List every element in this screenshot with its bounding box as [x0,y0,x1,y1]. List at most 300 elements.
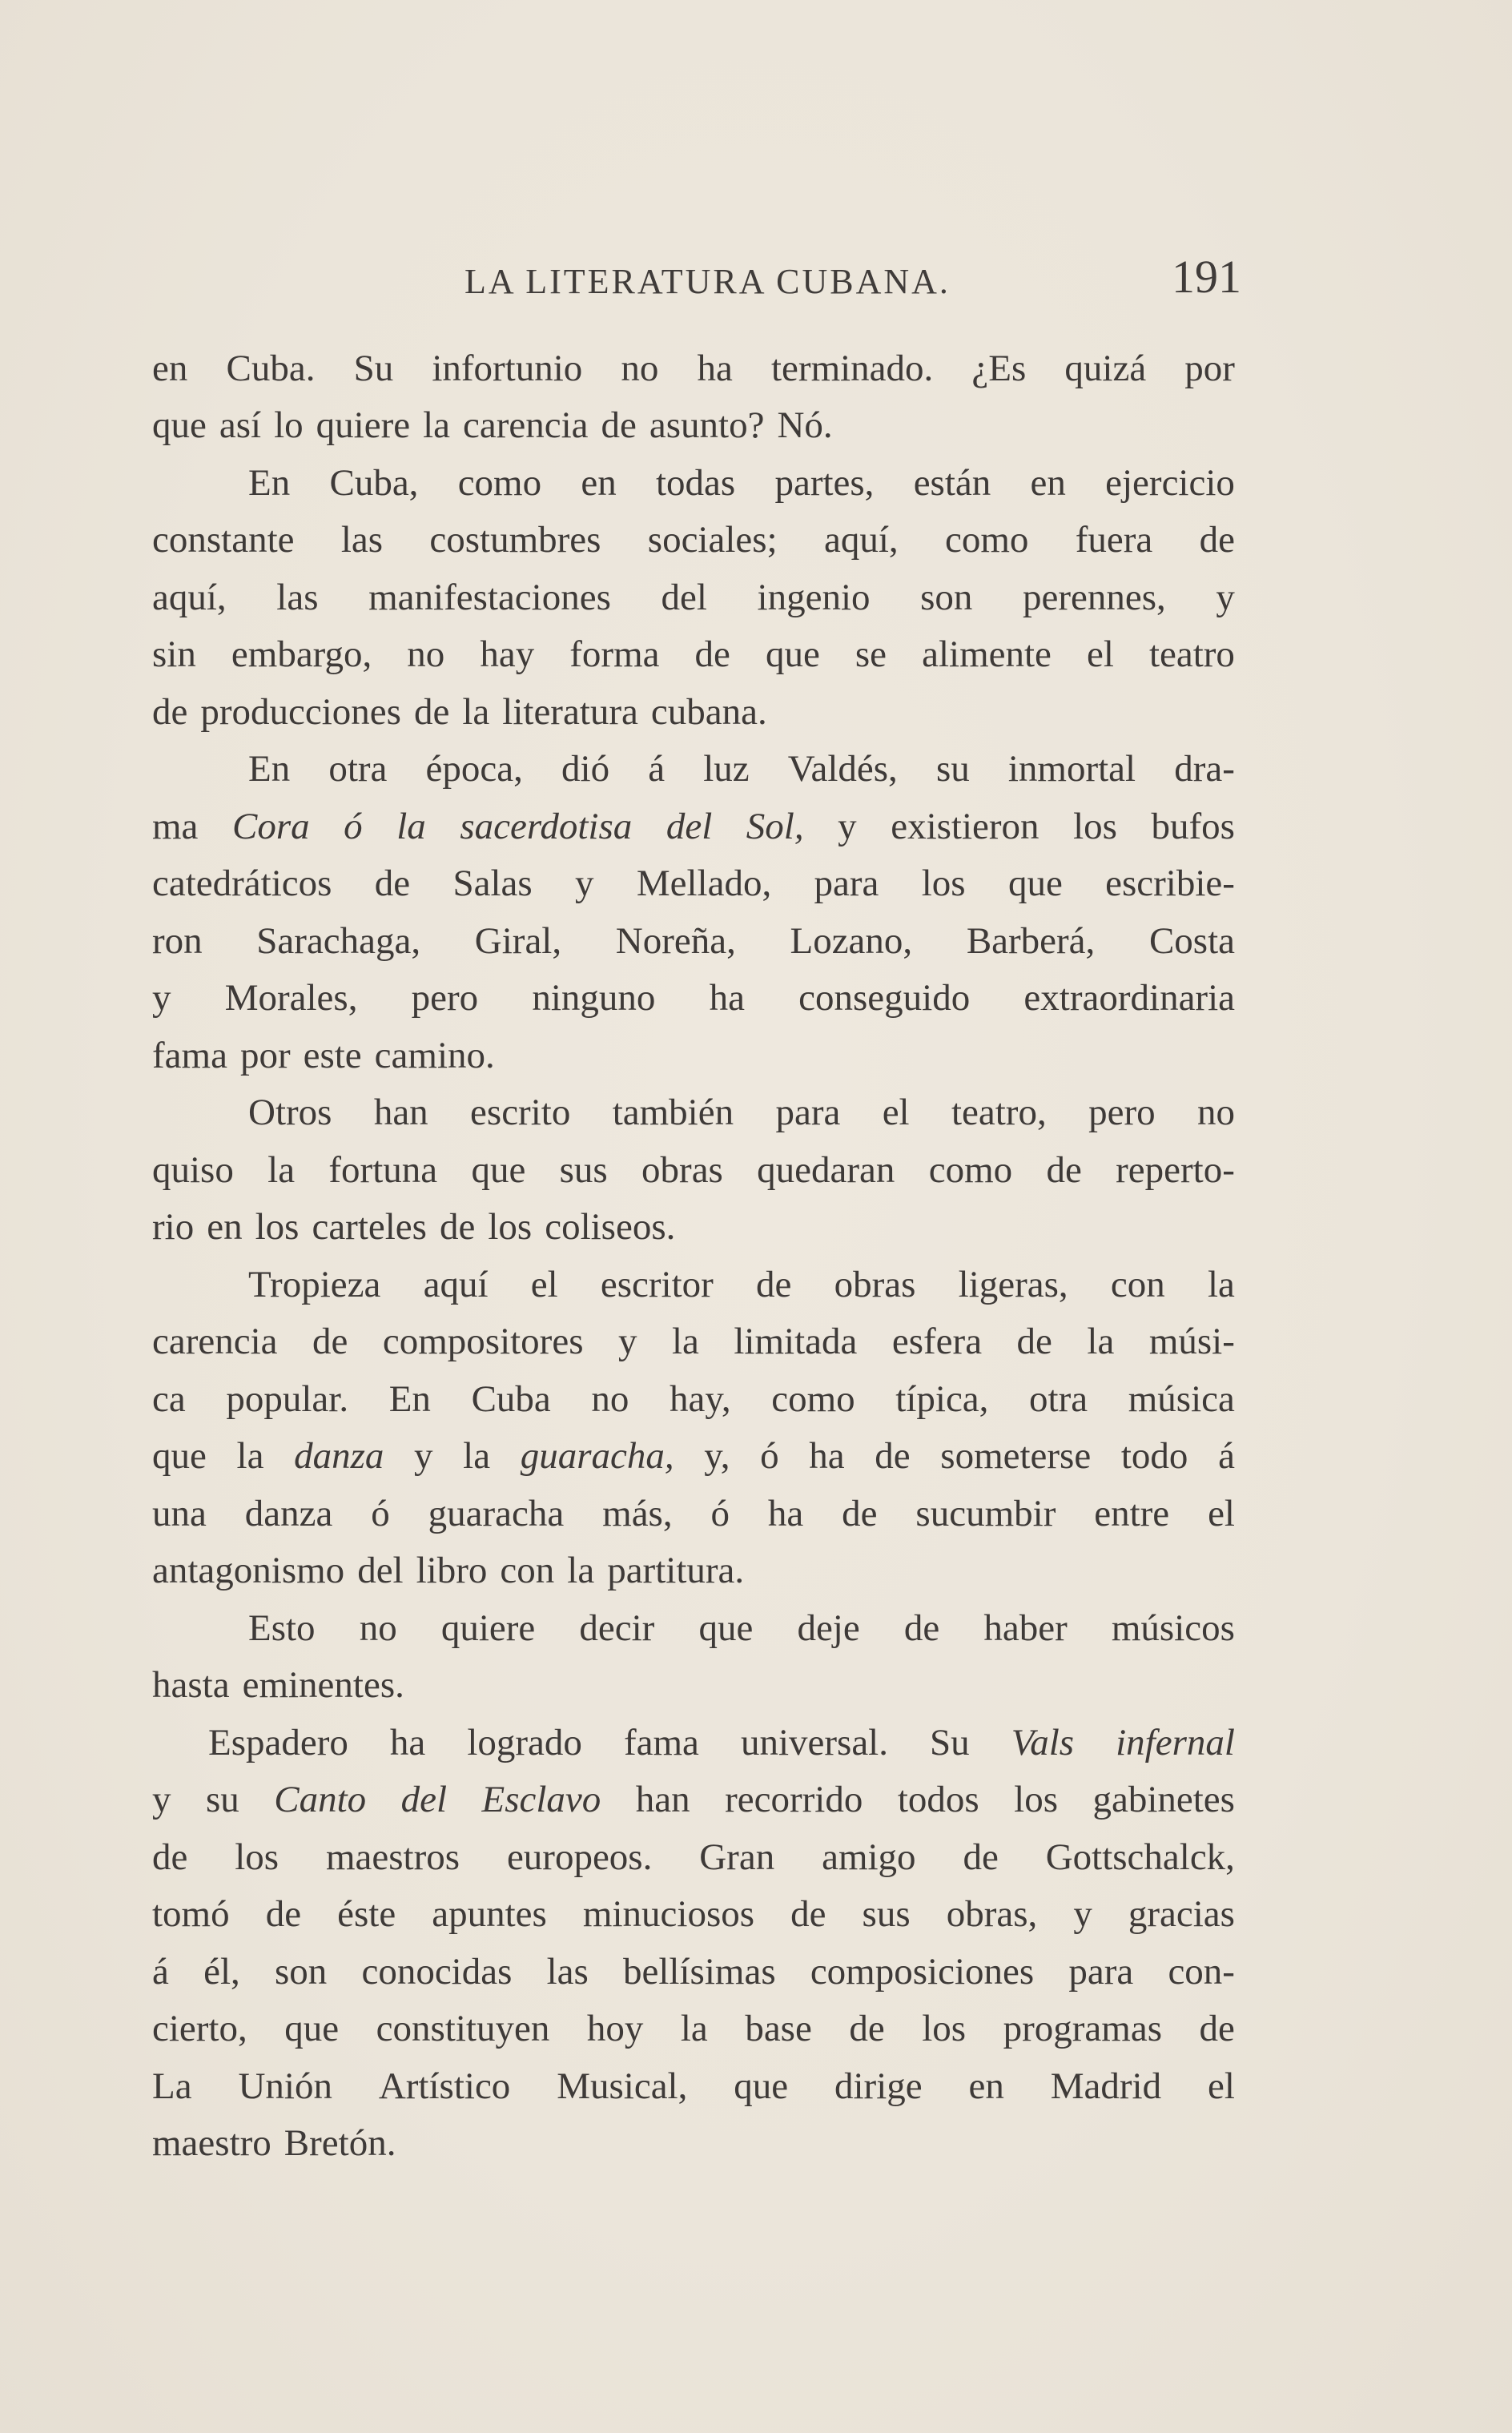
word: costumbres [429,519,601,561]
word: de [842,1492,878,1534]
word: y [152,1779,171,1821]
word: tomó [152,1893,230,1936]
word: Sol, [746,805,804,847]
word: ha [767,1492,804,1534]
word: perennes, [1023,576,1166,618]
word: ¿Es [971,347,1027,389]
word: europeos. [506,1836,653,1878]
word: composiciones [810,1950,1035,1993]
word: ligeras, [958,1263,1068,1305]
word: guaracha [428,1492,565,1534]
word: constante [152,519,295,561]
word: los [255,1206,300,1249]
word: no [621,347,659,389]
word: partes, [774,461,875,504]
word: todos [897,1779,979,1821]
word: el [1208,1492,1235,1534]
word: las [340,519,384,561]
word: los [1014,1779,1058,1821]
text-line [152,1084,1235,1142]
word: más, [602,1492,673,1534]
word: que [734,2065,789,2107]
word: con- [1168,1950,1235,1993]
word: fama [623,1721,699,1763]
word: catedráticos [152,863,332,905]
word: á [648,748,666,790]
word: y [1073,1893,1092,1936]
word: asunto? [649,404,765,447]
word: danza [244,1492,333,1534]
word: carteles [312,1206,427,1249]
word: la [671,1321,699,1363]
text-line [152,1828,1235,1886]
word: músi- [1148,1321,1235,1363]
word: también [612,1092,734,1134]
word: aquí, [152,576,227,618]
word: limitada [734,1321,858,1363]
word: otra [1029,1377,1088,1420]
word: este [303,1034,362,1076]
word: él, [203,1950,240,1993]
word: decir [579,1607,655,1649]
word: la [267,1148,296,1191]
word: ha [809,1435,845,1478]
text-line [152,397,1235,455]
word: y [617,1321,637,1363]
word: época, [425,748,523,790]
word: el [1086,633,1114,676]
word: Valdés, [787,748,898,790]
word: carencia [463,404,589,447]
word: Otros [248,1092,332,1134]
word: Madrid [1050,2065,1162,2107]
text-line [152,970,1235,1027]
running-title: LA LITERATURA CUBANA. [464,262,951,301]
word: sus [559,1148,608,1191]
word: existieron [891,805,1040,847]
word: sin [152,633,196,676]
word: obras [834,1263,916,1305]
word: á [152,1950,169,1993]
word: Gran [699,1836,775,1878]
text-line [152,1485,1235,1542]
text-line [152,2001,1235,2058]
word: han [373,1092,428,1134]
word: coliseos. [545,1206,676,1249]
word: y [414,1435,433,1478]
word: de [312,1321,348,1363]
word: Cora [231,805,310,847]
word: ó [710,1492,730,1534]
word: en [207,1206,243,1249]
word: someterse [940,1435,1092,1478]
word: alimente [922,633,1052,676]
word: ha [389,1721,426,1763]
word: ha [709,977,745,1019]
word: deje [797,1607,860,1649]
word: infortunio [432,347,583,389]
word: sus [862,1893,911,1936]
word: forma [569,633,660,676]
word: dra- [1174,748,1235,790]
word: Morales, [224,977,358,1019]
word: hasta [152,1664,230,1707]
word: Cuba [471,1377,551,1420]
word: una [152,1492,207,1534]
word: amigo [822,1836,916,1878]
word: conseguido [798,977,971,1019]
word: Gottschalck, [1045,1836,1235,1878]
word: Giral, [474,919,562,962]
word: para [814,863,879,905]
word: su [205,1779,239,1821]
word: para [1068,1950,1134,1993]
word: de [413,690,450,733]
word: Sarachaga, [256,919,421,962]
word: Lozano, [790,919,913,962]
text-line [152,2115,1235,2173]
word: popular. [226,1377,349,1420]
word: la [462,690,490,733]
word: aquí [423,1263,489,1305]
text-line [152,340,1235,397]
word: entre [1094,1492,1170,1534]
word: Barberá, [966,919,1096,962]
word: terminado. [771,347,934,389]
word: antagonismo [152,1550,345,1592]
word: su [935,748,970,790]
word: quiere [316,404,411,447]
word: En [388,1377,431,1420]
word: del [661,576,707,618]
word: haber [983,1607,1068,1649]
word: los [921,863,966,905]
word: rio [152,1206,195,1249]
word: dirige [834,2065,923,2107]
word: ejercicio [1105,461,1235,504]
word: los [488,1206,533,1249]
word: sacerdotisa [460,805,633,847]
word: de [601,404,637,447]
word: y [1216,576,1235,618]
word: de [1046,1148,1082,1191]
word: producciones [200,690,401,733]
text-line [152,512,1235,569]
word: como [457,461,542,504]
word: están [913,461,991,504]
text-line [152,855,1235,913]
word: de [1199,519,1235,561]
word: ó [760,1435,779,1478]
text-line [152,798,1235,855]
word: libro [416,1550,488,1592]
word: quizá [1064,347,1147,389]
word: otra [328,748,388,790]
word: típica, [895,1377,989,1420]
word: que [698,1607,754,1649]
word: de [374,863,411,905]
word: eminentes. [242,1664,404,1707]
word: apuntes [432,1893,547,1936]
word: partitura. [607,1550,745,1592]
word: de [790,1893,826,1936]
word: dió [561,748,610,790]
word: la [680,2008,708,2050]
word: así [219,404,262,447]
text-line [152,1141,1235,1199]
text-line [152,454,1235,512]
text-line [152,741,1235,798]
word: de [152,690,188,733]
word: teatro [1148,633,1235,676]
word: Su [930,1721,970,1763]
word: inmortal [1007,748,1136,790]
word: cierto, [152,2008,247,2050]
word: en [968,2065,1004,2107]
word: que [152,404,207,447]
word: Esclavo [481,1779,601,1821]
word: Espadero [208,1721,348,1763]
word: Noreña, [615,919,736,962]
word: los [1073,805,1117,847]
word: reperto- [1116,1148,1235,1191]
text-line [152,1199,1235,1257]
word: que [284,2008,340,2050]
word: en [1030,461,1066,504]
word: no [591,1377,629,1420]
text-line [152,1714,1235,1771]
word: bellísimas [623,1950,776,1993]
word: maestro [152,2122,271,2165]
word: lo [274,404,304,447]
word: la [396,805,426,847]
word: cubana. [650,690,767,733]
word: como [928,1148,1013,1191]
word: músicos [1111,1607,1235,1649]
word: ma [152,805,199,847]
word: de [1016,1321,1052,1363]
word: fortuna [328,1148,438,1191]
word: ó [371,1492,390,1534]
word: de [439,1206,476,1249]
word: hoy [586,2008,644,2050]
word: aquí, [823,519,899,561]
word: por [1184,347,1235,389]
word: de [1199,2008,1235,2050]
word: del [666,805,713,847]
word: Bretón. [284,2122,396,2165]
word: pero [411,977,479,1019]
word: Unión [238,2065,332,2107]
word: obras, [946,1893,1038,1936]
word: la [463,1435,491,1478]
word: camino. [374,1034,495,1076]
word: universal. [740,1721,888,1763]
word: guaracha, [520,1435,674,1478]
word: música [1128,1377,1235,1420]
page-number: 191 [1172,251,1241,303]
word: manifestaciones [368,576,611,618]
word: las [546,1950,589,1993]
word: del [400,1779,448,1821]
word: que [471,1148,526,1191]
word: conocidas [361,1950,513,1993]
word: del [357,1550,404,1592]
word: y, [704,1435,730,1478]
word: en [152,347,188,389]
word: literatura [502,690,638,733]
word: logrado [467,1721,582,1763]
word: la [1207,1263,1235,1305]
word: obras [641,1148,723,1191]
word: maestros [325,1836,460,1878]
word: Cuba, [329,461,419,504]
word: y [152,977,171,1019]
word: Salas [452,863,533,905]
word: infernal [1116,1721,1235,1763]
word: el [882,1092,910,1134]
word: el [1208,2065,1235,2107]
word: recorrido [725,1779,863,1821]
word: los [922,2008,967,2050]
word: los [235,1836,279,1878]
word: Tropieza [248,1263,381,1305]
word: de [694,633,730,676]
word: luz [703,748,750,790]
word: á [1218,1435,1235,1478]
text-line [152,1943,1235,2001]
word: gabinetes [1092,1779,1235,1821]
word: hay, [670,1377,731,1420]
text-line [152,2057,1235,2115]
word: por [239,1034,291,1076]
word: sociales; [647,519,778,561]
word: constituyen [376,2008,550,2050]
word: en [581,461,617,504]
word: y [575,863,594,905]
text-line [152,1771,1235,1829]
word: extraordinaria [1023,977,1235,1019]
word: compositores [382,1321,584,1363]
word: que [152,1435,207,1478]
word: y [838,805,857,847]
word: de [265,1893,302,1936]
text-line [152,626,1235,684]
word: que [1007,863,1063,905]
word: escribie- [1105,863,1235,905]
word: no [1196,1092,1235,1134]
text-line [152,1313,1235,1371]
word: Costa [1148,919,1235,962]
word: no [407,633,445,676]
word: En [248,461,291,504]
word: de [756,1263,792,1305]
word: En [248,748,291,790]
word: base [745,2008,812,2050]
word: Artístico [378,2065,511,2107]
word: de [849,2008,885,2050]
word: la [423,404,451,447]
word: la [1087,1321,1115,1363]
word: todas [655,461,736,504]
page-header [152,247,1241,311]
word: las [276,576,319,618]
text-line [152,1542,1235,1600]
word: quiere [440,1607,536,1649]
word: esfera [891,1321,983,1363]
word: escrito [470,1092,571,1134]
text-line [152,1027,1235,1084]
word: ingenio [757,576,871,618]
text-line [152,1256,1235,1313]
word: Nó. [777,404,833,447]
word: Mellado, [636,863,772,905]
word: fuera [1075,519,1153,561]
word: La [152,2065,192,2107]
word: Musical, [557,2065,688,2107]
word: ó [344,805,363,847]
word: ha [697,347,733,389]
text-line [152,912,1235,970]
word: que [765,633,820,676]
word: el [530,1263,558,1305]
word: de [152,1836,188,1878]
word: gracias [1128,1893,1235,1936]
word: escritor [600,1263,714,1305]
word: pero [1088,1092,1156,1134]
word: de [963,1836,999,1878]
word: son [274,1950,328,1993]
word: todo [1120,1435,1188,1478]
word: quiso [152,1148,234,1191]
word: sucumbir [915,1492,1056,1534]
word: Cuba. [226,347,316,389]
word: quedaran [757,1148,895,1191]
word: no [359,1607,397,1649]
word: hay [480,633,535,676]
word: fama [152,1034,227,1076]
word: ninguno [532,977,656,1019]
word: de [875,1435,911,1478]
word: para [775,1092,841,1134]
word: bufos [1151,805,1235,847]
word: Vals [1011,1721,1075,1763]
text-line [152,1657,1235,1715]
word: con [500,1550,555,1592]
word: Canto [274,1779,367,1821]
word: Su [353,347,394,389]
word: embargo, [231,633,372,676]
word: la [236,1435,264,1478]
word: teatro, [951,1092,1047,1134]
word: Esto [248,1607,316,1649]
word: minuciosos [582,1893,755,1936]
word: de [903,1607,940,1649]
text-line [152,683,1235,741]
word: son [920,576,973,618]
word: programas [1003,2008,1162,2050]
word: ron [152,919,203,962]
word: se [855,633,887,676]
text-line [152,1886,1235,1944]
word: carencia [152,1321,278,1363]
word: con [1110,1263,1165,1305]
text-line [152,1599,1235,1657]
word: como [944,519,1029,561]
word: éste [337,1893,396,1936]
word: como [771,1377,855,1420]
text-line [152,1370,1235,1428]
